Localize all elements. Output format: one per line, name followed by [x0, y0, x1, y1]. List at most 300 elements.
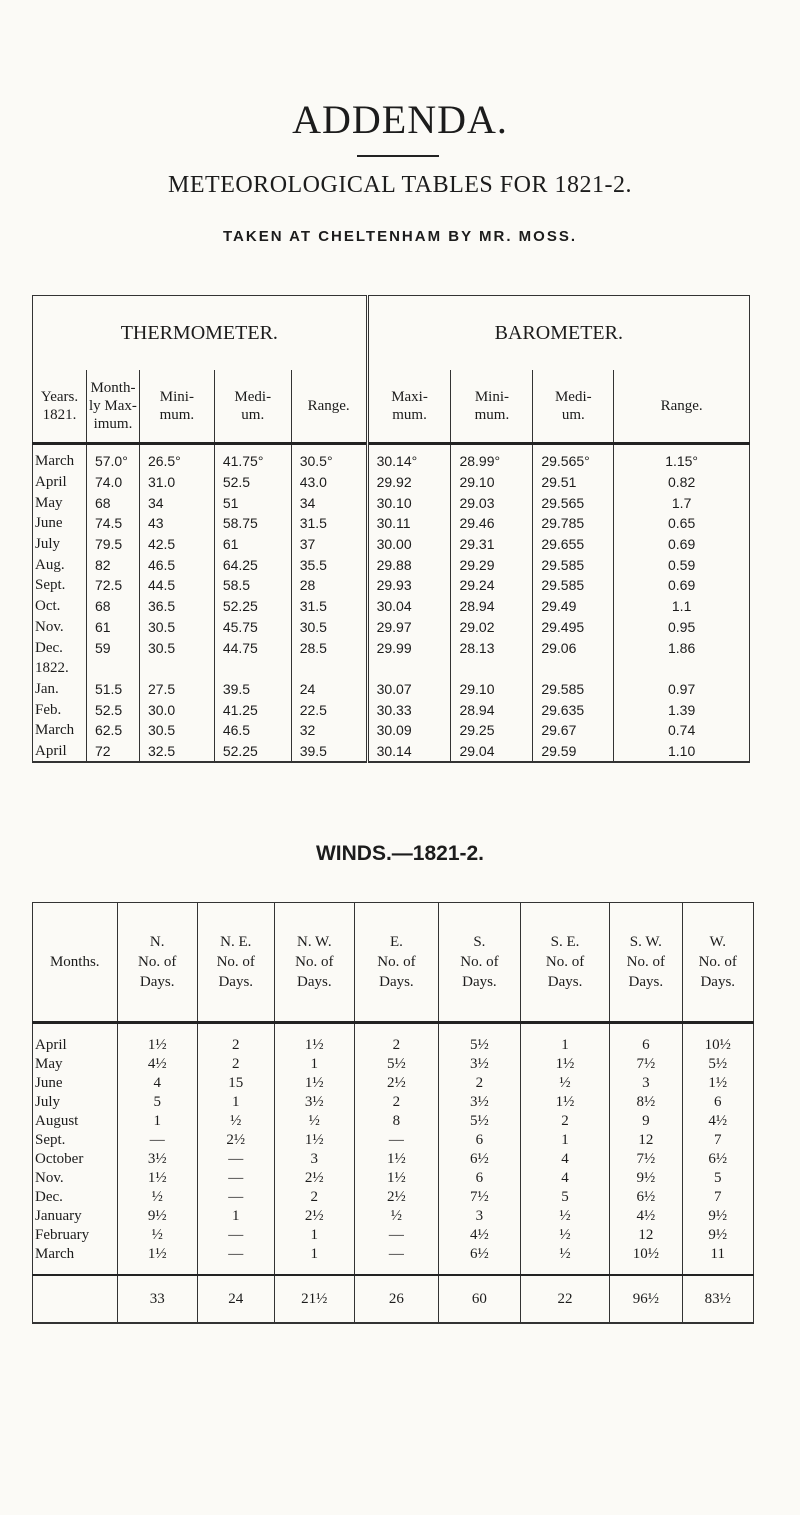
- value-cell: 1: [520, 1131, 609, 1150]
- value-cell: 1.1: [614, 596, 750, 617]
- value-cell: 29.31: [451, 534, 533, 555]
- column-header: Medi- um.: [214, 370, 291, 444]
- value-cell: 30.5: [139, 720, 214, 741]
- value-cell: [86, 658, 139, 679]
- value-cell: 7½: [610, 1055, 682, 1074]
- value-cell: 5: [117, 1093, 197, 1112]
- value-cell: 45.75: [214, 617, 291, 638]
- month-cell: May: [35, 1056, 63, 1072]
- value-cell: 74.5: [86, 513, 139, 534]
- value-cell: 8½: [610, 1093, 682, 1112]
- value-cell: 29.49: [533, 596, 614, 617]
- value-cell: 1½: [354, 1169, 438, 1188]
- month-cell: Nov.: [35, 1170, 64, 1186]
- value-cell: 3½: [117, 1150, 197, 1169]
- value-cell: 74.0: [86, 472, 139, 493]
- value-cell: [451, 658, 533, 679]
- value-cell: ½: [354, 1207, 438, 1226]
- value-cell: 51: [214, 492, 291, 513]
- column-header: Maxi- mum.: [367, 370, 451, 444]
- value-cell: 29.99: [367, 637, 451, 658]
- column-header: Months.: [33, 903, 118, 1023]
- value-cell: 6: [610, 1023, 682, 1056]
- value-cell: 5: [520, 1188, 609, 1207]
- value-cell: 30.11: [367, 513, 451, 534]
- value-cell: —: [354, 1245, 438, 1275]
- value-cell: 29.655: [533, 534, 614, 555]
- month-cell: Oct.: [35, 598, 61, 615]
- value-cell: 2: [354, 1023, 438, 1056]
- value-cell: 6: [682, 1093, 754, 1112]
- month-cell: October: [35, 1151, 84, 1167]
- winds-table: [32, 902, 754, 1324]
- value-cell: 31.5: [291, 513, 367, 534]
- value-cell: 1½: [274, 1023, 354, 1056]
- value-cell: 1½: [117, 1245, 197, 1275]
- value-cell: 57.0°: [86, 444, 139, 472]
- value-cell: 4: [520, 1150, 609, 1169]
- value-cell: ½: [197, 1112, 274, 1131]
- value-cell: 3: [610, 1074, 682, 1093]
- totals-row: [33, 1275, 754, 1323]
- value-cell: 9½: [117, 1207, 197, 1226]
- table-row: [33, 1055, 754, 1074]
- month-cell: April: [35, 1037, 67, 1053]
- table-row: [33, 1188, 754, 1207]
- value-cell: 6: [438, 1169, 520, 1188]
- value-cell: 2: [197, 1023, 274, 1056]
- total-cell: 83½: [682, 1275, 754, 1323]
- value-cell: 29.565°: [533, 444, 614, 472]
- value-cell: 43.0: [291, 472, 367, 493]
- value-cell: 29.02: [451, 617, 533, 638]
- month-cell: July: [35, 1094, 61, 1110]
- value-cell: 9: [610, 1112, 682, 1131]
- value-cell: 9½: [610, 1169, 682, 1188]
- value-cell: 36.5: [139, 596, 214, 617]
- value-cell: 22.5: [291, 699, 367, 720]
- value-cell: 10½: [610, 1245, 682, 1275]
- value-cell: ½: [520, 1226, 609, 1245]
- value-cell: 58.75: [214, 513, 291, 534]
- value-cell: 4½: [682, 1112, 754, 1131]
- value-cell: 29.635: [533, 699, 614, 720]
- value-cell: 29.46: [451, 513, 533, 534]
- value-cell: 5½: [354, 1055, 438, 1074]
- value-cell: 41.25: [214, 699, 291, 720]
- value-cell: ½: [274, 1112, 354, 1131]
- month-cell: Nov.: [35, 618, 64, 635]
- value-cell: 4½: [438, 1226, 520, 1245]
- value-cell: 30.33: [367, 699, 451, 720]
- column-header: N. No. of Days.: [117, 903, 197, 1023]
- value-cell: 6½: [610, 1188, 682, 1207]
- value-cell: 1½: [117, 1169, 197, 1188]
- value-cell: 1: [117, 1112, 197, 1131]
- table-row: [33, 617, 750, 638]
- table-row: [33, 699, 750, 720]
- column-header: Mini- mum.: [451, 370, 533, 444]
- value-cell: 31.0: [139, 472, 214, 493]
- value-cell: 11: [682, 1245, 754, 1275]
- value-cell: 29.03: [451, 492, 533, 513]
- value-cell: 4½: [610, 1207, 682, 1226]
- value-cell: 5½: [438, 1023, 520, 1056]
- table-row: [33, 1150, 754, 1169]
- value-cell: 6: [438, 1131, 520, 1150]
- column-header: S. W. No. of Days.: [610, 903, 682, 1023]
- value-cell: 10½: [682, 1023, 754, 1056]
- month-cell: 1822.: [35, 660, 69, 677]
- value-cell: 30.14°: [367, 444, 451, 472]
- meteorological-table: [32, 295, 750, 763]
- value-cell: 28: [291, 575, 367, 596]
- column-header: Medi- um.: [533, 370, 614, 444]
- value-cell: 3: [438, 1207, 520, 1226]
- value-cell: 29.51: [533, 472, 614, 493]
- month-cell: Aug.: [35, 556, 65, 573]
- value-cell: 0.95: [614, 617, 750, 638]
- value-cell: 29.24: [451, 575, 533, 596]
- column-header: S. No. of Days.: [438, 903, 520, 1023]
- value-cell: 28.5: [291, 637, 367, 658]
- value-cell: 32: [291, 720, 367, 741]
- value-cell: [291, 658, 367, 679]
- value-cell: 1: [520, 1023, 609, 1056]
- total-cell: 33: [117, 1275, 197, 1323]
- table-row: [33, 1245, 754, 1275]
- value-cell: 2: [438, 1074, 520, 1093]
- month-cell: Dec.: [35, 1189, 63, 1205]
- column-header: E. No. of Days.: [354, 903, 438, 1023]
- value-cell: 7½: [438, 1188, 520, 1207]
- value-cell: 32.5: [139, 741, 214, 763]
- column-header: S. E. No. of Days.: [520, 903, 609, 1023]
- value-cell: 44.75: [214, 637, 291, 658]
- value-cell: 3: [274, 1150, 354, 1169]
- value-cell: 34: [291, 492, 367, 513]
- value-cell: ½: [520, 1074, 609, 1093]
- table-row: [33, 554, 750, 575]
- value-cell: 27.5: [139, 679, 214, 700]
- table-row: [33, 1112, 754, 1131]
- value-cell: 72: [86, 741, 139, 763]
- value-cell: [533, 658, 614, 679]
- value-cell: 34: [139, 492, 214, 513]
- value-cell: ½: [520, 1207, 609, 1226]
- table-row: [33, 1074, 754, 1093]
- value-cell: 31.5: [291, 596, 367, 617]
- value-cell: 8: [354, 1112, 438, 1131]
- table-row: [33, 741, 750, 763]
- table-row: [33, 492, 750, 513]
- value-cell: 0.97: [614, 679, 750, 700]
- value-cell: 35.5: [291, 554, 367, 575]
- value-cell: 1: [274, 1055, 354, 1074]
- value-cell: 1½: [520, 1093, 609, 1112]
- value-cell: 52.5: [86, 699, 139, 720]
- month-cell: March: [35, 1246, 75, 1262]
- column-header: W. No. of Days.: [682, 903, 754, 1023]
- value-cell: 6½: [438, 1245, 520, 1275]
- value-cell: 29.97: [367, 617, 451, 638]
- value-cell: 7: [682, 1131, 754, 1150]
- value-cell: 79.5: [86, 534, 139, 555]
- value-cell: 24: [291, 679, 367, 700]
- value-cell: —: [197, 1150, 274, 1169]
- value-cell: 0.74: [614, 720, 750, 741]
- value-cell: 1.39: [614, 699, 750, 720]
- value-cell: 29.67: [533, 720, 614, 741]
- month-cell: February: [35, 1227, 90, 1243]
- value-cell: 2: [520, 1112, 609, 1131]
- value-cell: —: [197, 1226, 274, 1245]
- total-cell: 24: [197, 1275, 274, 1323]
- value-cell: 29.25: [451, 720, 533, 741]
- month-cell: August: [35, 1113, 79, 1129]
- value-cell: 0.69: [614, 575, 750, 596]
- value-cell: 26.5°: [139, 444, 214, 472]
- value-cell: 3½: [438, 1055, 520, 1074]
- total-cell: 22: [520, 1275, 609, 1323]
- value-cell: [214, 658, 291, 679]
- value-cell: 2½: [274, 1169, 354, 1188]
- month-cell: Dec.: [35, 639, 63, 656]
- section-title: METEOROLOGICAL TABLES FOR 1821-2.: [168, 172, 632, 198]
- barometer-group-header: BAROMETER.: [367, 296, 749, 371]
- value-cell: 39.5: [291, 741, 367, 763]
- winds-title: WINDS.—1821-2.: [315, 842, 485, 865]
- value-cell: 52.5: [214, 472, 291, 493]
- value-cell: 58.5: [214, 575, 291, 596]
- value-cell: 9½: [682, 1207, 754, 1226]
- page-title: ADDENDA.: [292, 97, 508, 142]
- value-cell: 0.59: [614, 554, 750, 575]
- value-cell: ½: [520, 1245, 609, 1275]
- value-cell: 51.5: [86, 679, 139, 700]
- value-cell: 1.7: [614, 492, 750, 513]
- table-row: [33, 444, 750, 472]
- table-row: [33, 679, 750, 700]
- value-cell: 6½: [438, 1150, 520, 1169]
- value-cell: —: [354, 1131, 438, 1150]
- month-cell: May: [35, 494, 63, 511]
- value-cell: 1: [197, 1207, 274, 1226]
- value-cell: 28.99°: [451, 444, 533, 472]
- value-cell: 1.86: [614, 637, 750, 658]
- table-row: [33, 596, 750, 617]
- value-cell: 30.0: [139, 699, 214, 720]
- value-cell: 29.495: [533, 617, 614, 638]
- column-header: Month- ly Max- imum.: [86, 370, 139, 444]
- value-cell: 6½: [682, 1150, 754, 1169]
- value-cell: 46.5: [139, 554, 214, 575]
- value-cell: 68: [86, 596, 139, 617]
- value-cell: 30.10: [367, 492, 451, 513]
- column-header: N. W. No. of Days.: [274, 903, 354, 1023]
- value-cell: 72.5: [86, 575, 139, 596]
- total-cell: 60: [438, 1275, 520, 1323]
- value-cell: 29.585: [533, 679, 614, 700]
- attribution-line: TAKEN AT CHELTENHAM BY MR. MOSS.: [223, 228, 577, 245]
- table-row: [33, 658, 750, 679]
- value-cell: [614, 658, 750, 679]
- value-cell: ½: [117, 1226, 197, 1245]
- value-cell: 2½: [354, 1188, 438, 1207]
- value-cell: 29.92: [367, 472, 451, 493]
- value-cell: 29.59: [533, 741, 614, 763]
- value-cell: —: [197, 1245, 274, 1275]
- value-cell: 30.09: [367, 720, 451, 741]
- value-cell: 3½: [438, 1093, 520, 1112]
- table-row: [33, 1226, 754, 1245]
- month-cell: Feb.: [35, 701, 62, 718]
- column-header: Range.: [614, 370, 750, 444]
- value-cell: 1.15°: [614, 444, 750, 472]
- value-cell: 12: [610, 1226, 682, 1245]
- month-cell: June: [35, 1075, 63, 1091]
- value-cell: 5: [682, 1169, 754, 1188]
- table-row: [33, 513, 750, 534]
- month-cell: July: [35, 536, 61, 553]
- value-cell: 82: [86, 554, 139, 575]
- value-cell: 1½: [117, 1023, 197, 1056]
- value-cell: 1: [274, 1245, 354, 1275]
- value-cell: 29.585: [533, 554, 614, 575]
- table-row: [33, 534, 750, 555]
- value-cell: 2½: [197, 1131, 274, 1150]
- total-cell: 26: [354, 1275, 438, 1323]
- value-cell: 28.94: [451, 699, 533, 720]
- column-header: N. E. No. of Days.: [197, 903, 274, 1023]
- value-cell: [139, 658, 214, 679]
- total-cell: 96½: [610, 1275, 682, 1323]
- value-cell: 1: [274, 1226, 354, 1245]
- value-cell: 2½: [354, 1074, 438, 1093]
- month-cell: January: [35, 1208, 82, 1224]
- table-row: [33, 575, 750, 596]
- value-cell: 5½: [682, 1055, 754, 1074]
- value-cell: 0.69: [614, 534, 750, 555]
- value-cell: 37: [291, 534, 367, 555]
- value-cell: [367, 658, 451, 679]
- total-cell: 21½: [274, 1275, 354, 1323]
- value-cell: 28.94: [451, 596, 533, 617]
- value-cell: 29.10: [451, 679, 533, 700]
- column-header: Range.: [291, 370, 367, 444]
- table-row: [33, 637, 750, 658]
- month-cell: Sept.: [35, 577, 66, 594]
- value-cell: 29.585: [533, 575, 614, 596]
- value-cell: 4½: [117, 1055, 197, 1074]
- month-cell: Sept.: [35, 1132, 66, 1148]
- month-cell: Jan.: [35, 680, 59, 697]
- value-cell: 9½: [682, 1226, 754, 1245]
- value-cell: 5½: [438, 1112, 520, 1131]
- month-cell: June: [35, 515, 63, 532]
- value-cell: 42.5: [139, 534, 214, 555]
- table-row: [33, 472, 750, 493]
- value-cell: 30.5: [139, 637, 214, 658]
- value-cell: 29.565: [533, 492, 614, 513]
- value-cell: 4: [117, 1074, 197, 1093]
- value-cell: 44.5: [139, 575, 214, 596]
- value-cell: 29.29: [451, 554, 533, 575]
- value-cell: 2: [354, 1093, 438, 1112]
- value-cell: —: [197, 1169, 274, 1188]
- value-cell: 1½: [274, 1074, 354, 1093]
- table-row: [33, 1093, 754, 1112]
- value-cell: 1½: [354, 1150, 438, 1169]
- value-cell: 30.04: [367, 596, 451, 617]
- table-row: [33, 720, 750, 741]
- value-cell: 0.82: [614, 472, 750, 493]
- value-cell: 1: [197, 1093, 274, 1112]
- value-cell: 30.5: [139, 617, 214, 638]
- value-cell: 43: [139, 513, 214, 534]
- value-cell: 30.14: [367, 741, 451, 763]
- month-cell: April: [35, 742, 67, 759]
- value-cell: —: [354, 1226, 438, 1245]
- table-row: [33, 1023, 754, 1056]
- title-rule: [357, 155, 439, 157]
- value-cell: 62.5: [86, 720, 139, 741]
- value-cell: 1½: [682, 1074, 754, 1093]
- value-cell: 2: [274, 1188, 354, 1207]
- value-cell: 68: [86, 492, 139, 513]
- value-cell: 41.75°: [214, 444, 291, 472]
- value-cell: 12: [610, 1131, 682, 1150]
- value-cell: 28.13: [451, 637, 533, 658]
- table-row: [33, 1131, 754, 1150]
- month-cell: April: [35, 474, 67, 491]
- value-cell: 59: [86, 637, 139, 658]
- value-cell: ½: [117, 1188, 197, 1207]
- value-cell: 29.04: [451, 741, 533, 763]
- value-cell: 7½: [610, 1150, 682, 1169]
- value-cell: 46.5: [214, 720, 291, 741]
- value-cell: —: [117, 1131, 197, 1150]
- value-cell: 1.10: [614, 741, 750, 763]
- table-row: [33, 1207, 754, 1226]
- value-cell: 29.10: [451, 472, 533, 493]
- value-cell: 29.06: [533, 637, 614, 658]
- table-row: [33, 1169, 754, 1188]
- thermometer-group-header: THERMOMETER.: [33, 296, 368, 371]
- value-cell: 52.25: [214, 741, 291, 763]
- value-cell: 61: [214, 534, 291, 555]
- value-cell: 64.25: [214, 554, 291, 575]
- value-cell: 39.5: [214, 679, 291, 700]
- value-cell: 3½: [274, 1093, 354, 1112]
- value-cell: —: [197, 1188, 274, 1207]
- total-cell: [33, 1275, 118, 1323]
- value-cell: 29.785: [533, 513, 614, 534]
- value-cell: 52.25: [214, 596, 291, 617]
- column-header: Mini- mum.: [139, 370, 214, 444]
- value-cell: 1½: [274, 1131, 354, 1150]
- month-cell: March: [35, 453, 75, 470]
- value-cell: 29.88: [367, 554, 451, 575]
- value-cell: 15: [197, 1074, 274, 1093]
- column-header: Years. 1821.: [33, 370, 87, 444]
- value-cell: 30.5°: [291, 444, 367, 472]
- value-cell: 7: [682, 1188, 754, 1207]
- value-cell: 2½: [274, 1207, 354, 1226]
- value-cell: 30.07: [367, 679, 451, 700]
- value-cell: 1½: [520, 1055, 609, 1074]
- value-cell: 30.5: [291, 617, 367, 638]
